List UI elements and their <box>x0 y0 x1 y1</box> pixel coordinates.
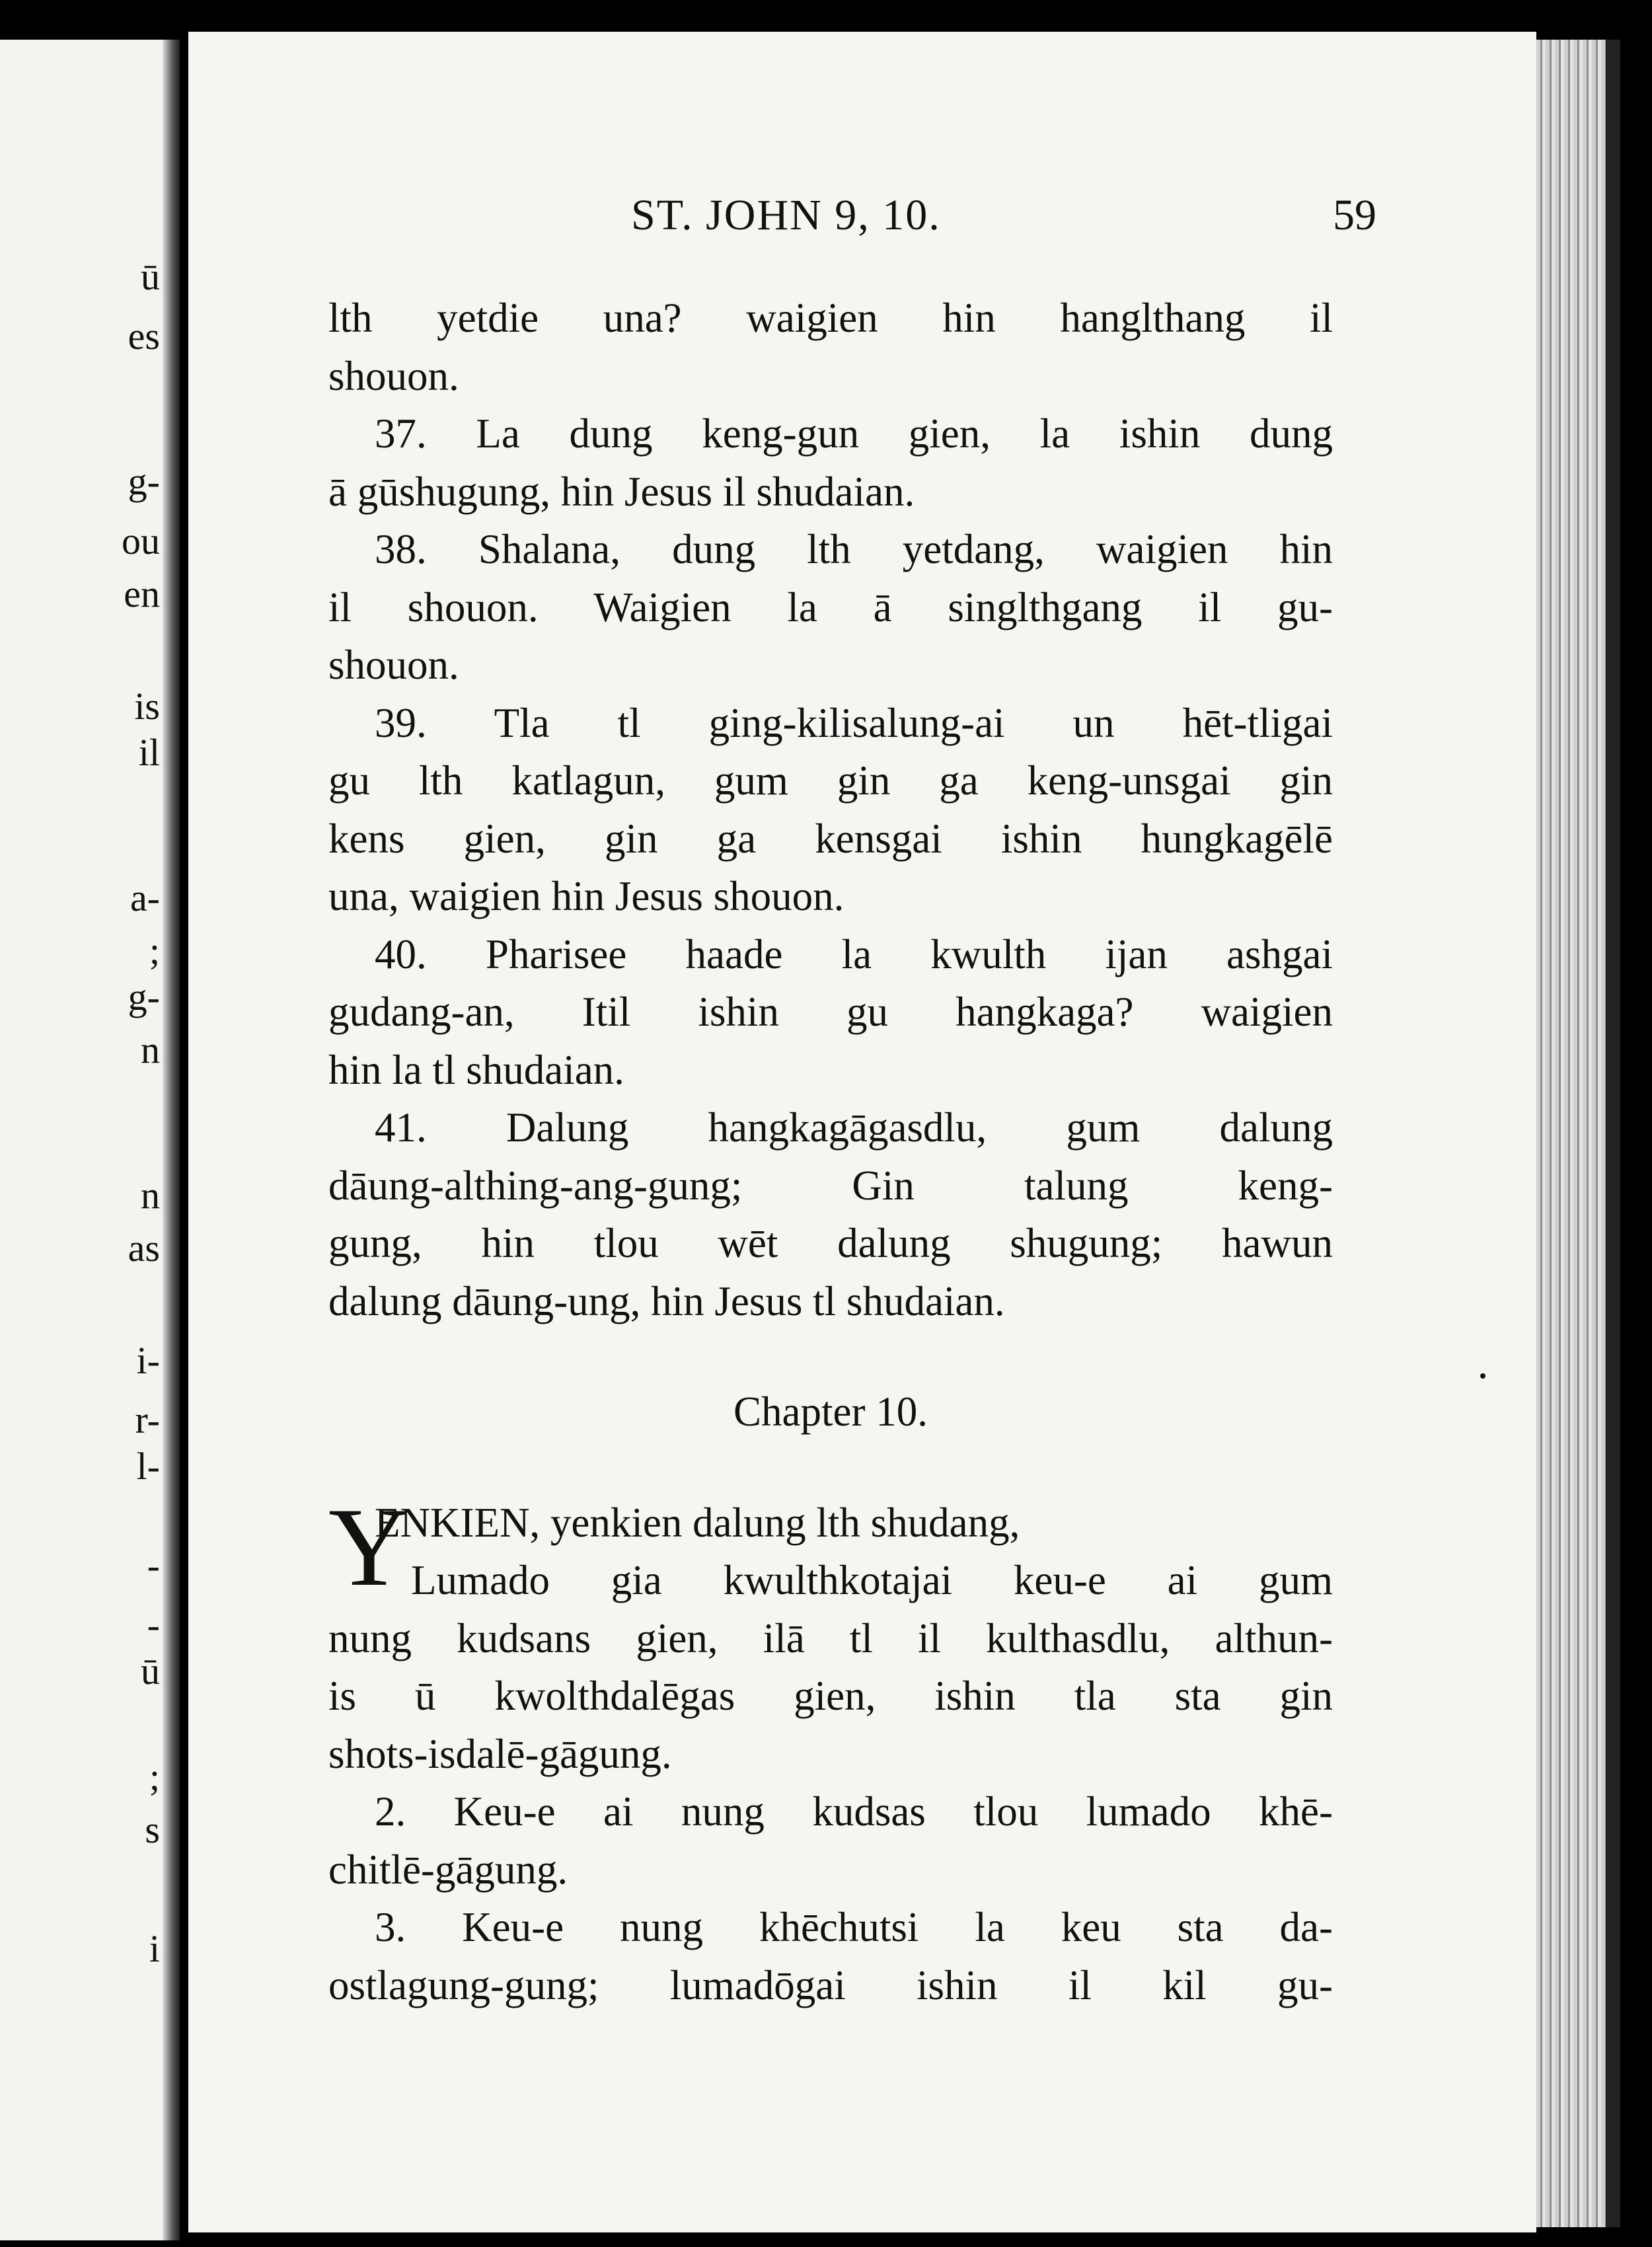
page-number: 59 <box>1333 191 1376 239</box>
left-page-fragment: s <box>145 1808 160 1851</box>
left-page-fragment: ou <box>122 519 160 562</box>
left-page-fragment: ; <box>149 1755 160 1798</box>
text-line: hin la tl shudaian. <box>328 1046 624 1093</box>
text-line: kens gien, gin ga kensgai ishin hungkagēlē <box>328 815 1333 862</box>
verses-chapter-9 <box>328 289 1333 1330</box>
text-line: dalung dāung-ung, hin Jesus tl shudaian. <box>328 1277 1005 1324</box>
left-page-fragment: - <box>147 1603 160 1646</box>
text-line: il shouon. Waigien la ā singlthgang il gu- <box>328 584 1333 630</box>
text-line: 2. Keu-e ai nung kudsas tlou lumado khē- <box>375 1788 1333 1835</box>
opening-line: ENKIEN, yenkien dalung lth shudang, <box>375 1499 1020 1546</box>
page-body-text <box>328 289 1333 2014</box>
left-page-fragment: as <box>128 1227 160 1270</box>
chapter-heading: Chapter 10. <box>733 1389 928 1435</box>
text-line: 37. La dung keng-gun gien, la ishin dung <box>375 410 1333 457</box>
left-page-fragment: ; <box>149 929 160 972</box>
text-line: ā gūshugung, hin Jesus il shudaian. <box>328 468 915 515</box>
verses-chapter-10 <box>328 1610 1333 2015</box>
text-line: 40. Pharisee haade la kwulth ijan ashgai <box>375 931 1333 977</box>
left-page-fragment: r- <box>135 1398 160 1441</box>
left-page-fragment: g- <box>128 460 160 503</box>
text-line: 41. Dalung hangkagāgasdlu, gum dalung <box>375 1104 1333 1151</box>
text-line: gudang-an, Itil ishin gu hangkaga? waigien <box>328 989 1333 1035</box>
text-line: gu lth katlagun, gum gin ga keng-unsgai gin <box>328 757 1333 804</box>
left-page-fragment: - <box>147 1544 160 1587</box>
left-page-fragment: l- <box>136 1445 160 1488</box>
text-line: chitlē-gāgung. <box>328 1846 568 1893</box>
text-line: lth yetdie una? waigien hin hanglthang il <box>328 295 1333 341</box>
chapter-opening <box>328 1484 1333 1610</box>
text-line: una, waigien hin Jesus shouon. <box>328 873 845 919</box>
left-page-fragment: a- <box>130 876 160 919</box>
text-line: 3. Keu-e nung khēchutsi la keu sta da- <box>375 1904 1333 1950</box>
text-line: gung, hin tlou wēt dalung shugung; hawun <box>328 1220 1333 1266</box>
left-page-fragment: ū <box>141 255 160 298</box>
text-line: is ū kwolthdalēgas gien, ishin tla sta gin <box>328 1673 1333 1719</box>
book-gutter <box>163 40 180 2240</box>
text-line: shouon. <box>328 352 459 399</box>
text-line: 39. Tla tl ging-kilisalung-ai un hēt-tligai <box>375 699 1333 746</box>
text-line: shots-isdalē-gāgung. <box>328 1730 672 1777</box>
text-line: ostlagung-gung; lumadōgai ishin il kil gu- <box>328 1961 1333 2008</box>
left-page-fragment: i <box>149 1927 160 1970</box>
page-header <box>188 164 1536 243</box>
left-page-fragment: en <box>124 572 160 615</box>
left-page-fragment: es <box>128 315 160 358</box>
left-page-fragment: n <box>141 1028 160 1071</box>
previous-page-fragment <box>0 40 180 2240</box>
left-page-fragment: ū <box>141 1650 160 1693</box>
text-line: shouon. <box>328 642 459 688</box>
opening-line-second: Lumado gia kwulthkotajai keu-e ai gum <box>411 1557 1333 1603</box>
left-page-fragment: is <box>134 685 160 728</box>
print-speck <box>1480 1373 1485 1379</box>
page-block-edge <box>1536 40 1606 2227</box>
left-page-fragment: il <box>138 731 160 774</box>
drop-cap-letter: Y <box>328 1484 410 1609</box>
text-line: 38. Shalana, dung lth yetdang, waigien hin <box>375 526 1333 572</box>
running-head: ST. JOHN 9, 10. <box>631 191 941 239</box>
book-page <box>188 32 1536 2232</box>
text-line: dāung-althing-ang-gung; Gin talung keng- <box>328 1162 1333 1209</box>
left-page-fragment: n <box>141 1174 160 1217</box>
left-page-fragment: i- <box>136 1339 160 1382</box>
text-line: nung kudsans gien, ilā tl il kulthasdlu, althun- <box>328 1615 1333 1661</box>
left-page-fragment: g- <box>128 975 160 1018</box>
